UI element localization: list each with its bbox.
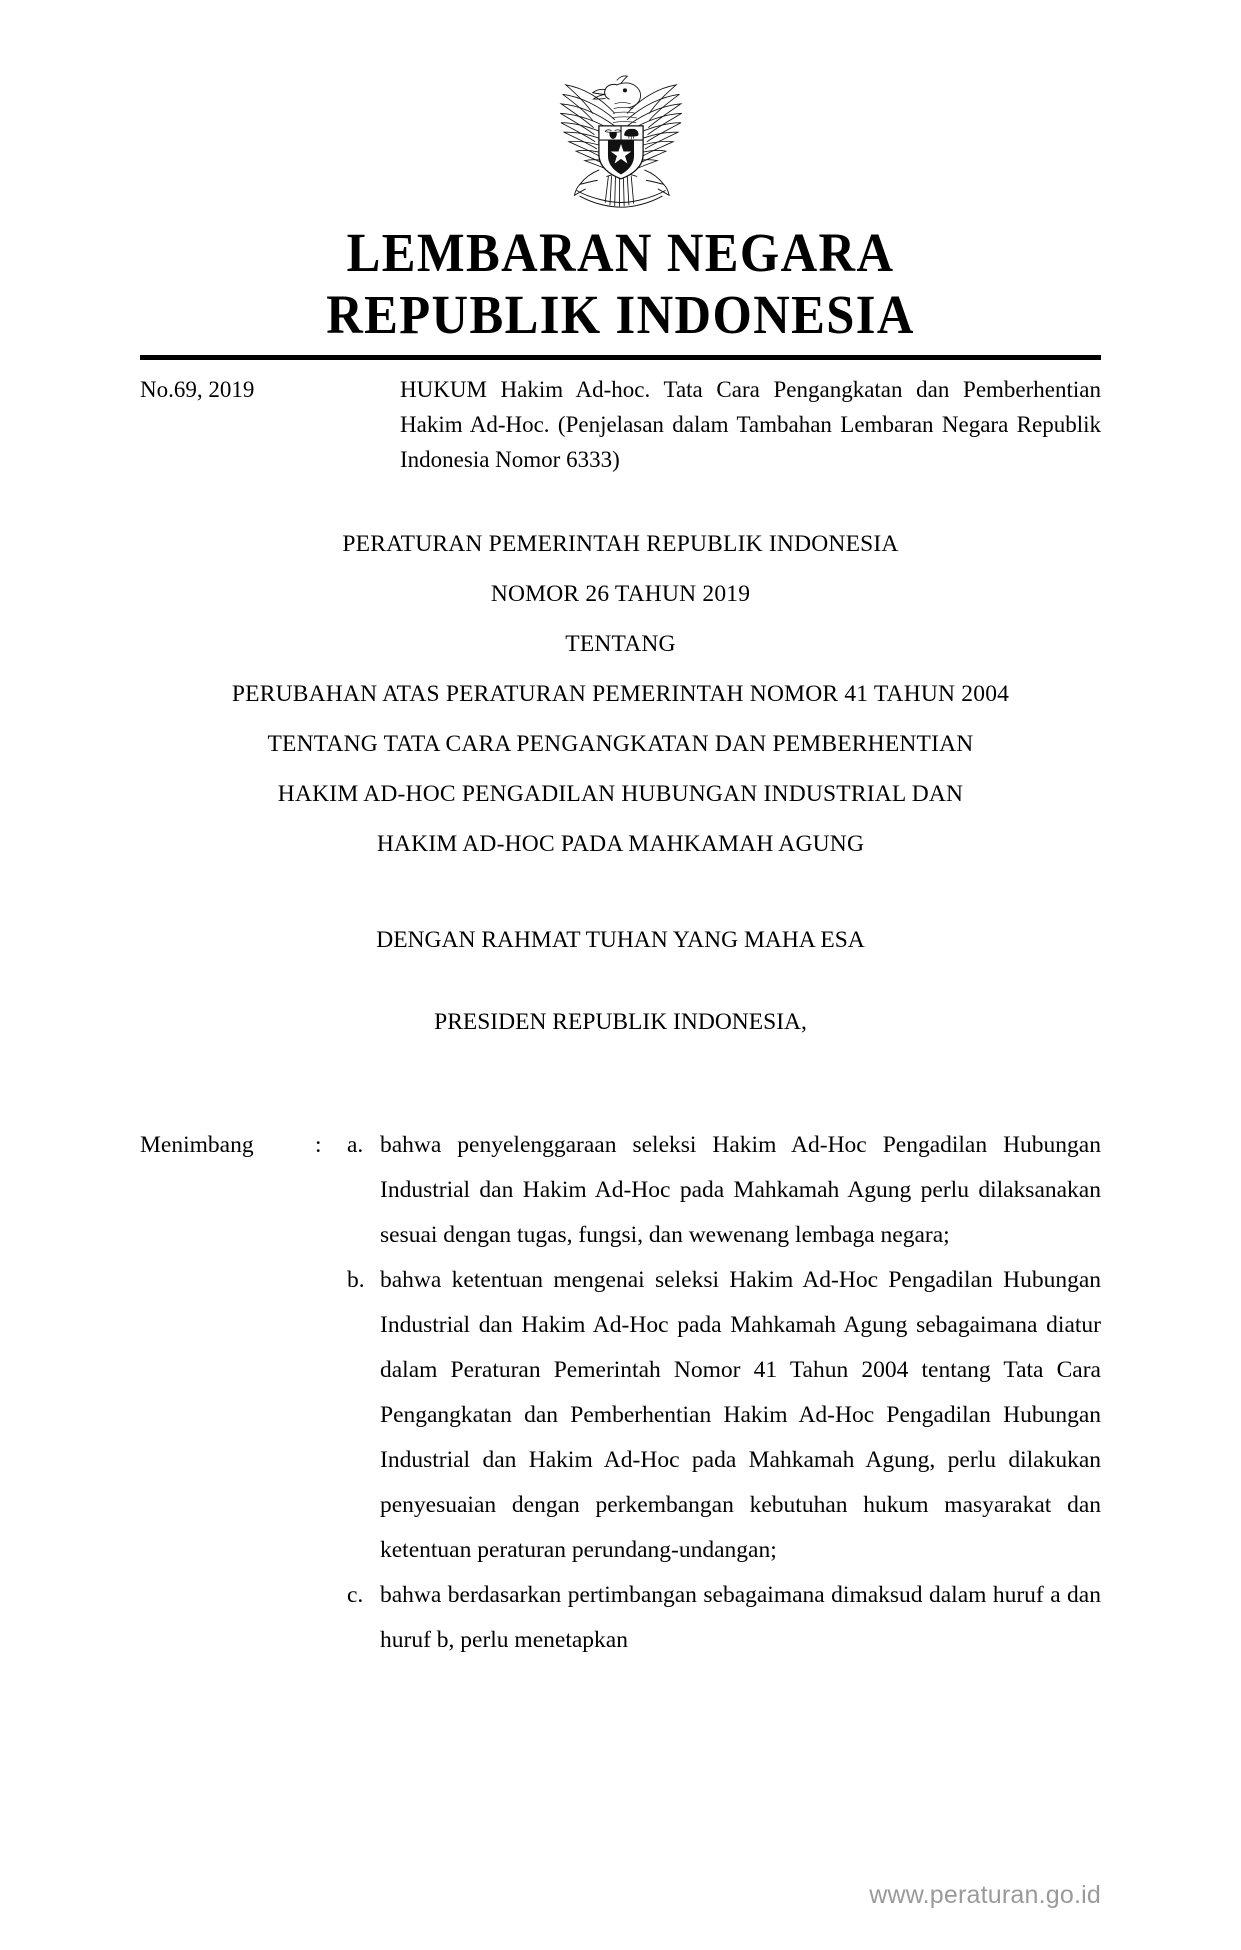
preamble-block	[140, 915, 1101, 1047]
list-item-text: bahwa ketentuan mengenai seleksi Hakim Ad-Hoc Pengadilan Hubungan Industrial dan Hakim Ad-Hoc pada Mahkamah Agung sebagaimana diatur dalam Peraturan Pemerintah Nomor 41 Tahun 2004 tentang Tata Cara Pengangkatan dan Pemberhentian Hakim Ad-Hoc Pengadilan Hubungan Industrial dan Hakim Ad-Hoc pada Mahkamah Agung, perlu dilakukan penyesuaian dengan perkembangan kebutuhan hukum masyarakat dan ketentuan peraturan perundang-undangan;	[380, 1267, 1101, 1563]
footer-watermark: www.peraturan.go.id	[869, 1881, 1101, 1909]
list-item-marker: b.	[347, 1267, 365, 1293]
list-item-text: bahwa penyelenggaraan seleksi Hakim Ad-Hoc Pengadilan Hubungan Industrial dan Hakim Ad-Hoc pada Mahkamah Agung perlu dilaksanakan sesuai dengan tugas, fungsi, dan wewenang lembaga negara;	[380, 1132, 1101, 1248]
considerations-section	[140, 1123, 1101, 1663]
list-item-marker: a.	[347, 1132, 364, 1158]
considerations-items	[347, 1123, 1101, 1663]
masthead-line-2: REPUBLIK INDONESIA	[326, 284, 915, 345]
garuda-pancasila-emblem	[541, 58, 701, 208]
gazette-number: No.69, 2019	[140, 377, 255, 402]
title-line-4: PERUBAHAN ATAS PERATURAN PEMERINTAH NOMOR 41 TAHUN 2004	[231, 681, 1010, 707]
considerations-label: Menimbang	[140, 1132, 254, 1158]
title-line-3: TENTANG	[565, 631, 676, 657]
list-item	[347, 1573, 1101, 1663]
list-item	[347, 1123, 1101, 1258]
header-meta-row	[140, 372, 1101, 477]
title-line-7: HAKIM AD-HOC PADA MAHKAMAH AGUNG	[376, 831, 865, 857]
emblem-container	[140, 0, 1101, 208]
masthead-line-1: LEMBARAN NEGARA	[346, 222, 895, 283]
title-line-5: TENTANG TATA CARA PENGANGKATAN DAN PEMBERHENTIAN	[267, 731, 974, 757]
considerations-row	[140, 1123, 1101, 1663]
list-item	[347, 1258, 1101, 1573]
title-line-6: HAKIM AD-HOC PENGADILAN HUBUNGAN INDUSTRIAL DAN	[277, 781, 964, 807]
title-line-2: NOMOR 26 TAHUN 2019	[490, 581, 751, 607]
preamble-blessing: DENGAN RAHMAT TUHAN YANG MAHA ESA	[376, 927, 865, 953]
masthead	[140, 222, 1101, 346]
preamble-authority: PRESIDEN REPUBLIK INDONESIA,	[434, 1009, 807, 1035]
list-item-marker: c.	[347, 1582, 364, 1608]
list-item-text: bahwa berdasarkan pertimbangan sebagaimana dimaksud dalam huruf a dan huruf b, perlu menetapkan	[380, 1582, 1101, 1653]
considerations-colon: :	[315, 1132, 322, 1158]
regulation-title-block	[140, 519, 1101, 869]
preamble-spacer	[140, 965, 1101, 997]
gazette-subject: HUKUM Hakim Ad-hoc. Tata Cara Pengangkatan dan Pemberhentian Hakim Ad-Hoc. (Penjelasan dalam Tambahan Lembaran Negara Republik Indonesia Nomor 6333)	[400, 377, 1101, 472]
pancasila-shield	[598, 126, 642, 179]
masthead-divider	[140, 355, 1101, 360]
title-line-1: PERATURAN PEMERINTAH REPUBLIK INDONESIA	[342, 531, 899, 557]
